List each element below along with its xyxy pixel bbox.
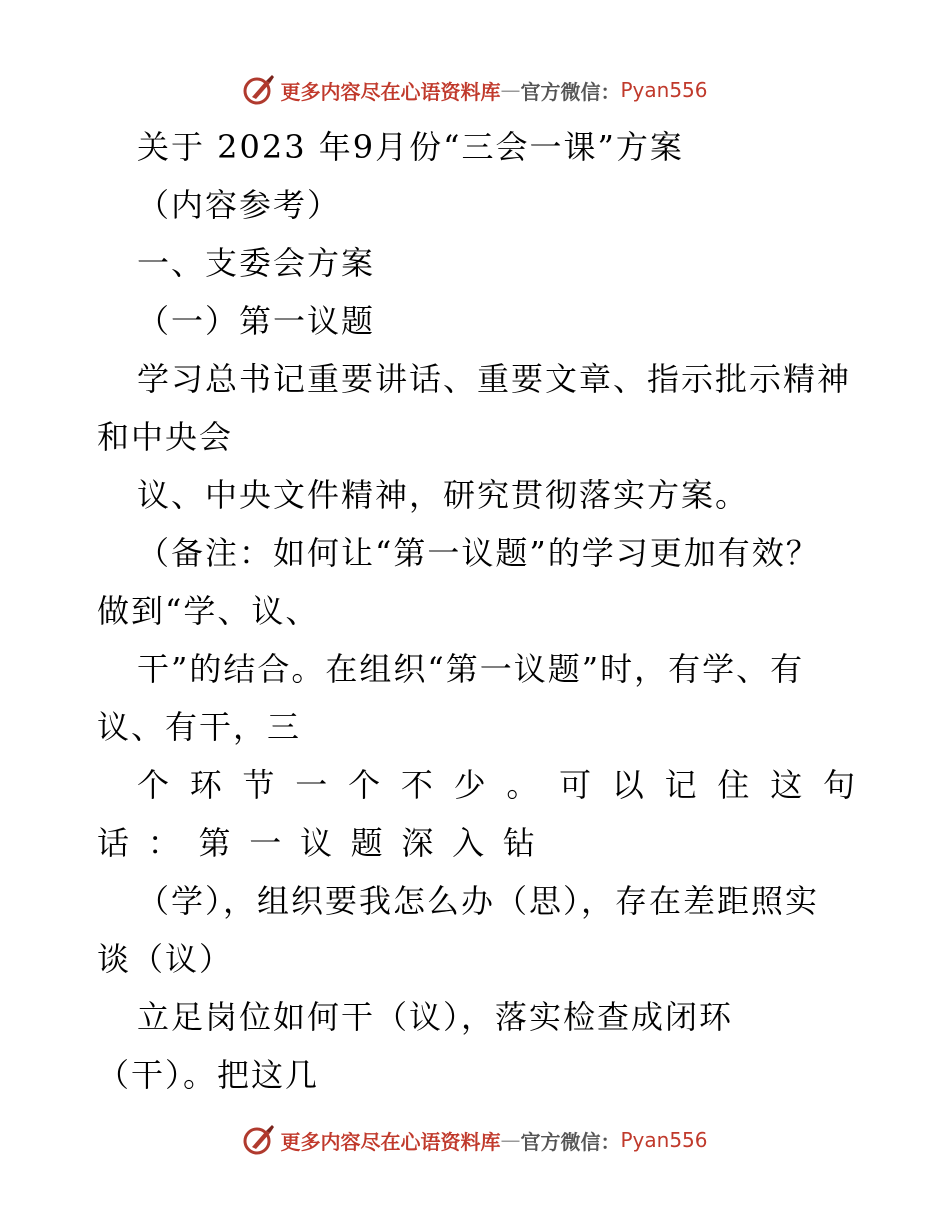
watermark-dash: — xyxy=(500,1128,521,1152)
paragraph-line: 干”的结合。在组织“第一议题”时，有学、有 xyxy=(137,650,805,688)
justified-char: ： xyxy=(147,824,182,862)
footer-watermark-banner xyxy=(0,1120,950,1160)
paragraph-line-justified xyxy=(97,756,857,814)
justified-char: 深 xyxy=(401,824,436,862)
justified-char: 入 xyxy=(452,824,487,862)
document-body xyxy=(97,118,857,1104)
section-heading: 一、支委会方案 xyxy=(137,244,376,282)
watermark-wechat-id: Pyan556 xyxy=(620,1128,708,1152)
paragraph-line-justified xyxy=(97,814,537,872)
watermark-wechat-label: 官方微信： xyxy=(520,79,621,104)
header-watermark-banner xyxy=(0,70,950,110)
justified-char: 钻 xyxy=(502,824,537,862)
watermark-main-text: 更多内容尽在心语资料库 xyxy=(280,79,501,104)
paragraph-line: 和中央会 xyxy=(97,418,234,456)
justified-char: 节 xyxy=(242,766,277,804)
justified-char: 一 xyxy=(249,824,284,862)
justified-char: 不 xyxy=(400,766,435,804)
pen-logo-icon xyxy=(242,73,276,107)
paragraph-line: 谈（议） xyxy=(97,940,234,978)
justified-char: 议 xyxy=(299,824,334,862)
justified-char: 记 xyxy=(664,766,699,804)
justified-char: 句 xyxy=(822,766,857,804)
paragraph-line: 议、中央文件精神，研究贯彻落实方案。 xyxy=(137,476,750,514)
justified-char: 以 xyxy=(611,766,646,804)
watermark-wechat-id: Pyan556 xyxy=(620,78,708,102)
paragraph-line: （学），组织要我怎么办（思），存在差距照实 xyxy=(137,882,820,920)
document-subtitle: （内容参考） xyxy=(137,186,342,224)
watermark-main-text: 更多内容尽在心语资料库 xyxy=(280,1129,501,1154)
subsection-heading: （一）第一议题 xyxy=(137,302,376,340)
paragraph-line: 立足岗位如何干（议），落实检查成闭环 xyxy=(137,998,734,1036)
justified-char: 题 xyxy=(350,824,385,862)
justified-char: 这 xyxy=(770,766,805,804)
justified-char: 话 xyxy=(97,824,132,862)
paragraph-line: 学习总书记重要讲话、重要文章、指示批示精神 xyxy=(137,360,852,398)
watermark-wechat-label: 官方微信： xyxy=(520,1129,621,1154)
justified-char: 。 xyxy=(506,766,541,804)
justified-char: 个 xyxy=(348,766,383,804)
justified-char: 第 xyxy=(198,824,233,862)
pen-logo-icon xyxy=(242,1123,276,1157)
justified-char: 少 xyxy=(453,766,488,804)
justified-char: 住 xyxy=(717,766,752,804)
paragraph-line: 议、有干，三 xyxy=(97,708,302,746)
paragraph-line: （干）。把这几 xyxy=(97,1056,320,1094)
paragraph-line: 做到“学、议、 xyxy=(97,592,320,630)
justified-char: 可 xyxy=(559,766,594,804)
justified-char: 一 xyxy=(295,766,330,804)
watermark-dash: — xyxy=(500,78,521,102)
paragraph-line: （备注：如何让“第一议题”的学习更加有效？ xyxy=(137,534,820,572)
document-title: 关于 2023 年9月份“三会一课”方案 xyxy=(137,128,684,166)
justified-char: 环 xyxy=(189,766,224,804)
justified-char: 个 xyxy=(137,766,172,804)
